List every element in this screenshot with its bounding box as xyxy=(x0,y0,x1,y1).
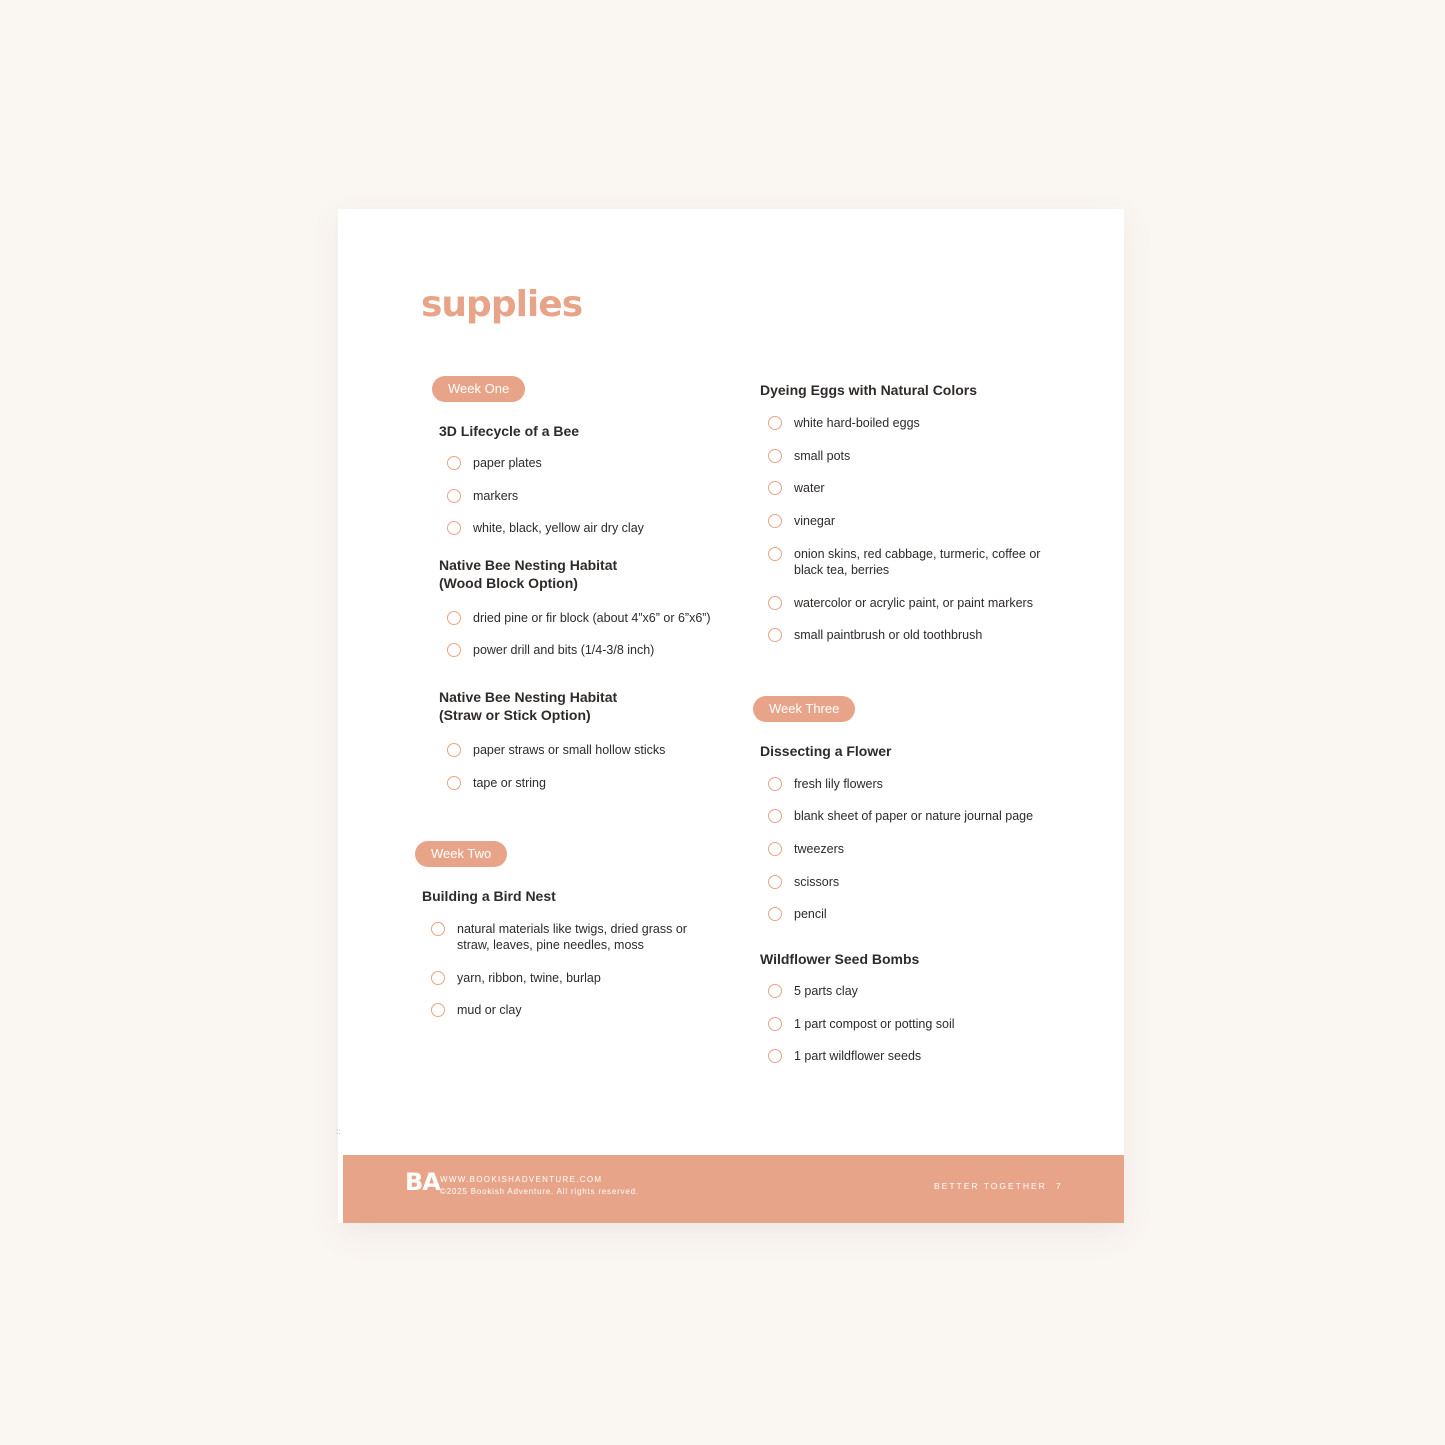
flower-heading: Dissecting a Flower xyxy=(760,743,892,759)
footer-tagline: BETTER TOGETHER xyxy=(934,1181,1047,1191)
checkbox-icon[interactable] xyxy=(768,1017,782,1031)
checkbox-icon[interactable] xyxy=(768,809,782,823)
lifecycle-heading: 3D Lifecycle of a Bee xyxy=(439,423,580,439)
checkbox-icon[interactable] xyxy=(768,875,782,889)
checkbox-icon[interactable] xyxy=(447,743,461,757)
week-two-badge: Week Two xyxy=(415,841,507,867)
page-title: supplies xyxy=(421,284,583,325)
checkbox-icon[interactable] xyxy=(768,842,782,856)
checkbox-icon[interactable] xyxy=(431,971,445,985)
website-url[interactable]: WWW.BOOKISHADVENTURE.COM xyxy=(440,1175,603,1184)
document-page: supplies Week One 3D Lifecycle of a Bee paper plates markers white, black, yellow air dry clay Native Bee Nesting Habitat (Wood Block Option) dried pine or fir block (about 4”x6” or 6”x6”) power drill and bits (1/4-3/8 inch) Native Bee Nesting Habitat (Straw or Stick Option) paper straws or small hollow sticks tape or string Week Two Building a Bird Nest natural materials like twigs, dried grass or straw, leaves, pine needles, moss yarn, ribbon, twine, burlap mud or clay Dyeing Eggs with Natural Colors white hard-boiled eggs small pots water vinegar onion skins, red cabbage, turmeric, coffee or black tea, berries watercolor or acrylic paint, or paint markers small paintbrush or old toothbrush Week Three Dissecting a Flower fresh lily flowers blank sheet of paper or nature journal page tweezers scissors pencil Wildflower Seed Bombs 5 parts clay 1 part compost or potting soil 1 part wildflower seeds :: xyxy=(338,209,1124,1223)
checkbox-icon[interactable] xyxy=(768,514,782,528)
checkbox-icon[interactable] xyxy=(768,984,782,998)
week-three-badge: Week Three xyxy=(753,696,855,722)
checkbox-icon[interactable] xyxy=(768,481,782,495)
checkbox-icon[interactable] xyxy=(447,521,461,535)
bird-nest-heading: Building a Bird Nest xyxy=(422,888,556,904)
brand-logo: BA xyxy=(405,1168,440,1196)
checkbox-icon[interactable] xyxy=(768,547,782,561)
checkbox-icon[interactable] xyxy=(768,1049,782,1063)
checkbox-icon[interactable] xyxy=(431,922,445,936)
straw-heading-line1: Native Bee Nesting Habitat xyxy=(439,689,618,705)
seed-bombs-heading: Wildflower Seed Bombs xyxy=(760,951,920,967)
checkbox-icon[interactable] xyxy=(768,907,782,921)
checkbox-icon[interactable] xyxy=(768,449,782,463)
eggs-heading: Dyeing Eggs with Natural Colors xyxy=(760,382,978,398)
checkbox-icon[interactable] xyxy=(768,777,782,791)
straw-heading-line2: (Straw or Stick Option) xyxy=(439,707,591,723)
checkbox-icon[interactable] xyxy=(768,628,782,642)
wood-block-heading-line1: Native Bee Nesting Habitat xyxy=(439,557,618,573)
copyright-text: ©2025 Bookish Adventure. All rights reserved. xyxy=(440,1187,639,1196)
checkbox-icon[interactable] xyxy=(447,456,461,470)
wood-block-heading-line2: (Wood Block Option) xyxy=(439,575,578,591)
week-one-badge: Week One xyxy=(432,376,525,402)
checkbox-icon[interactable] xyxy=(447,643,461,657)
checkbox-icon[interactable] xyxy=(447,776,461,790)
page-footer xyxy=(343,1155,1124,1223)
checkbox-icon[interactable] xyxy=(447,489,461,503)
checkbox-icon[interactable] xyxy=(447,611,461,625)
page-number: 7 xyxy=(1056,1181,1061,1191)
checkbox-icon[interactable] xyxy=(431,1003,445,1017)
checkbox-icon[interactable] xyxy=(768,416,782,430)
margin-mark: :: xyxy=(336,1127,341,1136)
checkbox-icon[interactable] xyxy=(768,596,782,610)
